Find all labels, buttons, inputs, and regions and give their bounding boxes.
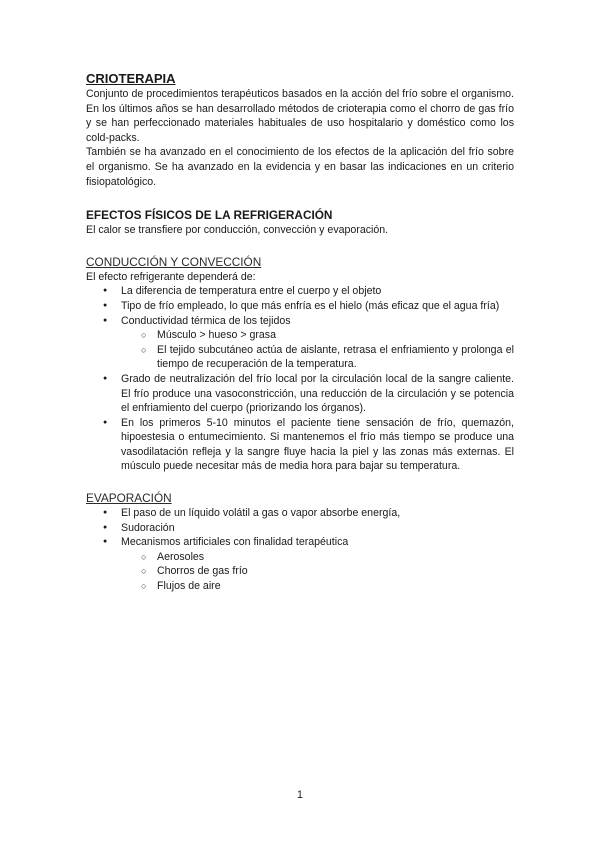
section-heading-efectos: EFECTOS FÍSICOS DE LA REFRIGERACIÓN — [86, 208, 333, 223]
sublist — [121, 328, 514, 372]
sub-list-item: ○ El tejido subcutáneo actúa de aislante, retrasa el enfriamiento y prolonga el tiempo de recuperación de la temperatura. — [121, 343, 514, 372]
page-title: CRIOTERAPIA — [86, 71, 176, 86]
list-item: ● Tipo de frío empleado, lo que más enfría es el hielo (más eficaz que el agua fría) — [86, 299, 514, 314]
section-heading-conduccion: CONDUCCIÓN Y CONVECCIÓN — [86, 254, 262, 269]
intro-paragraph-2: También se ha avanzado en el conocimiento de los efectos de la aplicación del frío sobre el organismo. Se ha avanzado en la evidencia y en basar las indicaciones en un criterio fisiopatológico. — [86, 146, 514, 188]
evaporacion-list — [86, 506, 514, 594]
list-item — [86, 535, 514, 593]
section-heading-evaporacion: EVAPORACIÓN — [86, 491, 172, 506]
sub-list-item: ○ Músculo > hueso > grasa — [121, 328, 514, 343]
list-item-text: Conductividad térmica de los tejidos — [121, 314, 291, 327]
section-text-efectos: El calor se transfiere por conducción, convección y evaporación. — [86, 224, 389, 237]
sublist — [121, 550, 514, 594]
list-item: ● Sudoración — [86, 521, 514, 536]
list-item: ● En los primeros 5-10 minutos el paciente tiene sensación de frío, quemazón, hipoestesia o entumecimiento. Si mantenemos el frío más tiempo se produce una vasodilatación refleja y la sangre fluye hacia la piel y las zonas más externas. El músculo puede necesitar más de media hora para bajar su temperatura. — [86, 416, 514, 474]
sub-list-item: ○ Aerosoles — [121, 550, 514, 565]
list-item: ● Grado de neutralización del frío local por la circulación local de la sangre caliente. El frío produce una vasoconstricción, una reducción de la circulación y se potencia el enfriamiento del cuerpo (priorizando los órganos). — [86, 372, 514, 416]
list-item: ● La diferencia de temperatura entre el cuerpo y el objeto — [86, 284, 514, 299]
list-item — [86, 314, 514, 372]
list-item-text: Mecanismos artificiales con finalidad terapéutica — [121, 536, 349, 549]
intro-paragraph-1: Conjunto de procedimientos terapéuticos basados en la acción del frío sobre el organismo. En los últimos años se han desarrollado métodos de crioterapia como el chorro de gas frío y se han perfeccionado materiales habituales de uso hospitalario y doméstico como los cold-packs. — [86, 88, 514, 144]
conduccion-list — [86, 284, 514, 474]
page-number: 1 — [297, 789, 303, 801]
sub-list-item: ○ Chorros de gas frío — [121, 564, 514, 579]
list-item: ● El paso de un líquido volátil a gas o vapor absorbe energía, — [86, 506, 514, 521]
document-page — [86, 70, 514, 594]
section-lead-conduccion: El efecto refrigerante dependerá de: — [86, 270, 256, 283]
sub-list-item: ○ Flujos de aire — [121, 579, 514, 594]
